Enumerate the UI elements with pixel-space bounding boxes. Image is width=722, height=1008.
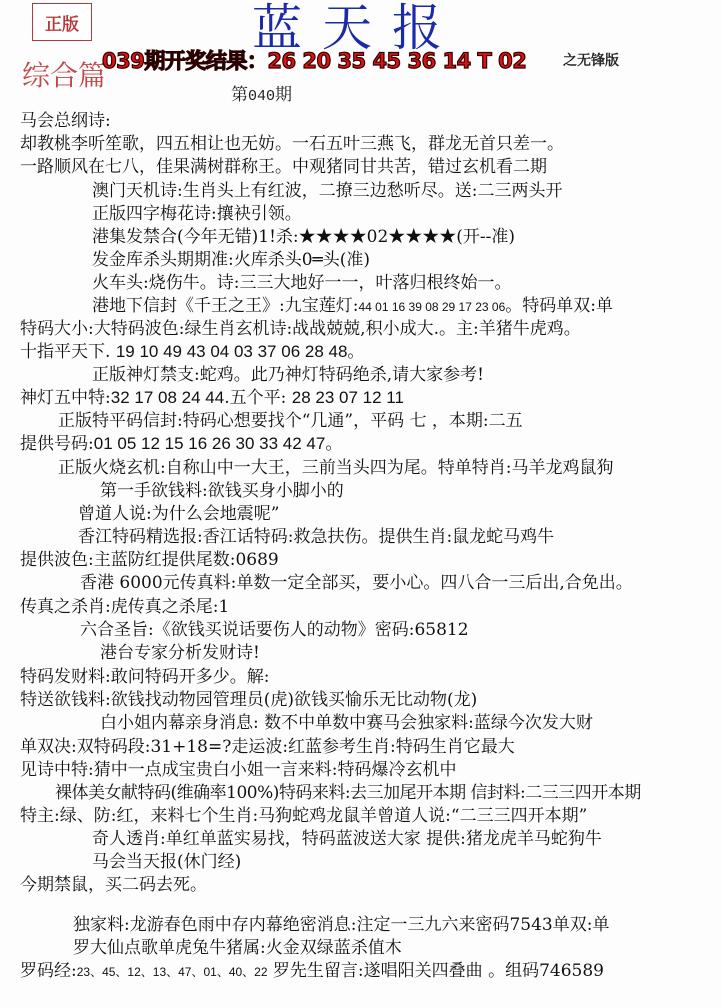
text-line: 马会总纲诗: bbox=[20, 111, 111, 131]
line-label: 提供号码: bbox=[20, 434, 94, 454]
text-line: 提供波色:主蓝防红提供尾数:0689 bbox=[20, 550, 279, 570]
number-list: 44 01 16 39 08 29 17 23 06 bbox=[358, 300, 506, 314]
line-tail: 。 bbox=[325, 434, 343, 454]
text-line: 正版神灯禁支:蛇鸡。此乃神灯特码绝杀,请大家参考! bbox=[92, 365, 484, 385]
issue-suffix: 期 bbox=[275, 85, 293, 105]
issue-value: 040 bbox=[248, 88, 276, 105]
text-line bbox=[55, 782, 641, 804]
draw-result-banner: 039期开奖结果：26 20 35 45 36 14 T 02 bbox=[102, 49, 527, 73]
text-line: 独家料:龙游春色雨中存内幕绝密消息:注定一三九六来密码7543单双:单 bbox=[73, 915, 610, 935]
text-line: 一路顺风在七八，佳果满树群称王。中观猪同甘共苦，错过玄机看二期 bbox=[20, 157, 547, 177]
text-line: 澳门天机诗:生肖头上有红波，二撩三边愁听尽。送:二三两头开 bbox=[92, 181, 563, 201]
text-line: 特码发财料:敢问特码开多少。解: bbox=[20, 667, 270, 687]
text-line: 特送欲钱料:欲钱找动物园管理员(虎)欲钱买愉乐无比动物(龙) bbox=[20, 690, 478, 710]
text-line: 香江特码精选报:香江话特码:救急扶伤。提供生肖:鼠龙蛇马鸡牛 bbox=[78, 527, 555, 547]
line-tail: 。特码单双:单 bbox=[505, 296, 614, 316]
overlapping-text bbox=[350, 782, 466, 804]
text-line: 特主:绿、防:红，来料七个生肖:马狗蛇鸡龙鼠羊曾道人说:“二三三四开本期” bbox=[20, 806, 588, 826]
number-list: 19 10 49 43 04 03 37 06 28 48 bbox=[115, 342, 348, 361]
line-tail: 。 bbox=[347, 342, 365, 362]
text-line: 正版火烧玄机:自称山中一大王，三前当头四为尾。特单特肖:马羊龙鸡鼠狗 bbox=[58, 458, 614, 478]
text-line: 罗大仙点歌单虎兔牛猪属:火金双绿蓝杀值木 bbox=[73, 938, 402, 958]
text-line: 特码大小:大特码波色:绿生肖玄机诗:战战兢兢,积小成大.。主:羊猪牛虎鸡。 bbox=[20, 319, 581, 339]
text-line bbox=[20, 387, 404, 409]
line-tail: 罗先生留言:遂唱阳关四叠曲 。组码746589 bbox=[267, 961, 604, 981]
text-line bbox=[20, 341, 364, 363]
text-line: 曾道人说:为什么会地震呢” bbox=[78, 504, 280, 524]
number-list: 32 17 08 24 44 bbox=[110, 388, 225, 407]
line-tail: 信封料:二三三四开本期 bbox=[465, 783, 641, 803]
text-line: 正版四字梅花诗:攘袂引领。 bbox=[92, 204, 302, 224]
line-mid: .五个平: bbox=[224, 388, 287, 408]
line-label: 神灯五中特: bbox=[20, 388, 111, 408]
number-list: 23、45、12、13、47、01、40、22 bbox=[76, 965, 268, 979]
newspaper-title: 蓝天报 bbox=[252, 0, 462, 57]
issue-prefix: 第 bbox=[231, 85, 248, 105]
text-line: 见诗中特:猜中一点成宝贵白小姐一言来料:特码爆冷玄机中 bbox=[20, 760, 457, 780]
text-line: 马会当天报(休门经) bbox=[92, 852, 242, 872]
text-line: 奇人透肖:单红单蓝实易找，特码蓝波送大家 提供:猪龙虎羊马蛇狗牛 bbox=[92, 829, 602, 849]
overlap-text: 去三加尾开本期 bbox=[350, 783, 466, 803]
line-label: 港地下信封《千王之王》:九宝莲灯: bbox=[92, 296, 359, 316]
text-line: 发金库杀头期期准:火库杀头0═头(准) bbox=[92, 250, 371, 270]
text-line: 正版特平码信封:特码心想要找个“几通”，平码 七 ，本期:二五 bbox=[58, 411, 523, 431]
text-line: 第一手欲钱料:欲钱买身小脚小的 bbox=[100, 481, 344, 501]
line-label: 罗码经: bbox=[20, 961, 77, 981]
text-line: 六合圣旨:《欲钱买说话要伤人的动物》密码:65812 bbox=[80, 620, 469, 640]
text-line: 单双决:双特码段:31+18=?走运波:红蓝参考生肖:特码生肖它最大 bbox=[20, 737, 515, 757]
text-line: 港集发禁合(今年无错)1!杀:★★★★02★★★★(开--准) bbox=[92, 227, 516, 247]
number-list: 01 05 12 15 16 26 30 33 42 47 bbox=[93, 434, 326, 453]
text-line: 火车头:烧伤牛。诗:三三大地好一一，叶落归根终始一。 bbox=[92, 273, 512, 293]
text-line bbox=[92, 295, 613, 318]
line-label: 裸体美女献特码(维确率100%)特码来料: bbox=[55, 783, 351, 803]
text-line: 香港 6000元传真料:单数一定全部买，要小心。四八合一三后出,合免出。 bbox=[80, 573, 633, 593]
edition-label: 之无锋版 bbox=[563, 53, 619, 69]
text-line: 白小姐内幕亲身消息: 数不中单数中赛马会独家料:蓝绿今次发大财 bbox=[100, 713, 593, 733]
text-line bbox=[20, 960, 604, 983]
issue-number bbox=[231, 80, 292, 105]
text-line: 港台专家分析发财诗! bbox=[100, 643, 260, 663]
text-line: 传真之杀肖:虎传真之杀尾:1 bbox=[20, 597, 230, 617]
number-list: 28 23 07 12 11 bbox=[291, 388, 404, 407]
authentic-stamp: 正版 bbox=[32, 3, 92, 41]
line-label: 十指平天下. bbox=[20, 342, 111, 362]
text-line bbox=[20, 433, 342, 455]
text-line: 却教桃李听笙歌，四五相让也无妨。一石五叶三燕飞，群龙无首只差一。 bbox=[20, 134, 564, 154]
text-line: 今期禁鼠，买二码去死。 bbox=[20, 875, 207, 895]
section-label: 综合篇 bbox=[22, 59, 107, 92]
